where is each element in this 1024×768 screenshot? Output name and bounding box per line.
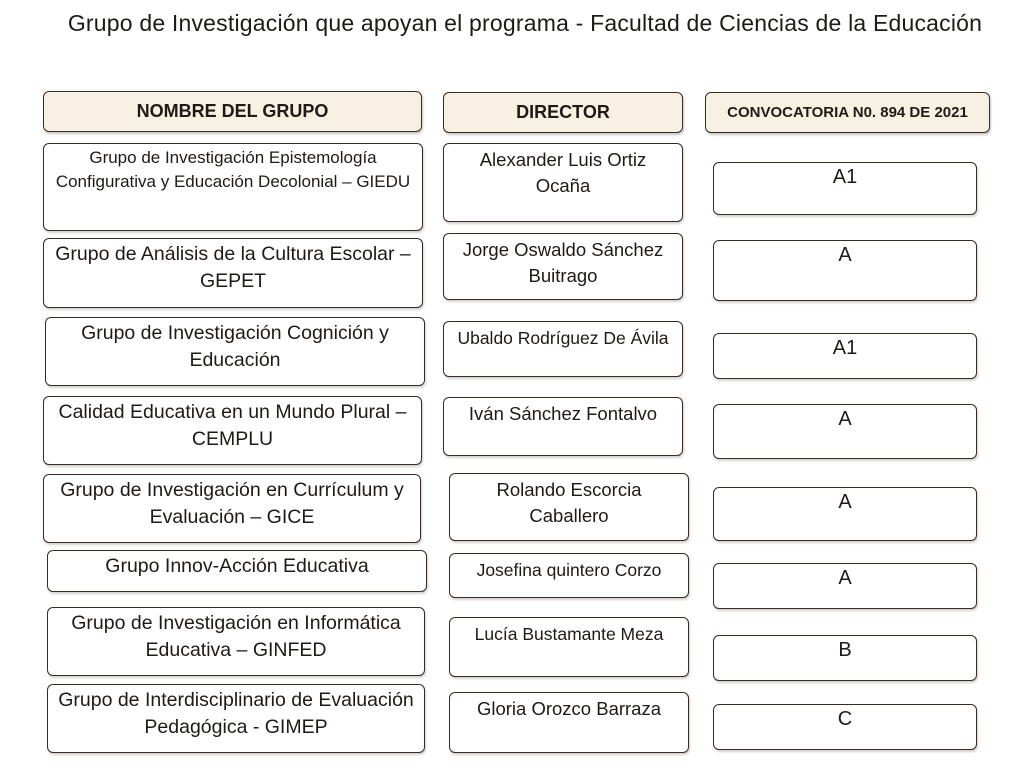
category-value: B [838,639,852,661]
group-name: Grupo de Investigación Epistemología Configurativa y Educación Decolonial – GIEDU [55,148,411,191]
group-name: Grupo Innov-Acción Educativa [105,555,369,577]
category-cell [713,563,977,609]
director-cell [449,617,689,677]
group-cell [43,474,421,543]
header-group-name [43,91,422,132]
category-cell [713,240,977,301]
director-name: Lucía Bustamante Meza [474,624,664,644]
category-cell [713,487,977,541]
category-cell [713,704,977,750]
page-title: Grupo de Investigación que apoyan el programa - Facultad de Ciencias de la Educación [67,10,983,36]
director-name: Rolando Escorcia Caballero [496,479,642,526]
header-director [443,92,683,133]
header-call [705,92,990,133]
director-cell [443,321,683,377]
header-director-label: DIRECTOR [516,102,610,122]
group-cell [43,143,423,231]
category-cell [713,333,977,379]
group-cell [47,550,427,592]
director-name: Josefina quintero Corzo [476,560,662,580]
director-name: Ubaldo Rodríguez De Ávila [457,328,669,348]
director-cell [449,473,689,541]
category-value: A1 [832,166,858,188]
group-name: Grupo de Análisis de la Cultura Escolar – GEPET [55,243,411,292]
category-value: C [837,708,853,730]
group-name: Calidad Educativa en un Mundo Plural – CEMPLU [58,401,407,450]
category-value: A1 [832,337,858,359]
director-name: Alexander Luis Ortiz Ocaña [479,149,647,196]
category-cell [713,162,977,215]
category-cell [713,404,977,459]
group-cell [47,684,425,753]
group-cell [45,317,425,386]
director-name: Iván Sánchez Fontalvo [468,403,658,424]
director-name: Jorge Oswaldo Sánchez Buitrago [462,239,664,286]
category-value: A [838,408,852,430]
director-cell [449,553,689,598]
director-cell [443,143,683,222]
director-cell [443,233,683,300]
director-cell [443,397,683,456]
group-cell [43,396,422,465]
category-value: A [838,567,852,589]
group-cell [47,607,425,676]
group-name: Grupo de Investigación en Informática Educativa – GINFED [71,612,401,661]
group-cell [43,238,423,308]
header-group-name-label: NOMBRE DEL GRUPO [136,101,329,121]
category-value: A [838,491,852,513]
header-call-label: CONVOCATORIA N0. 894 DE 2021 [727,104,968,121]
category-value: A [838,244,852,266]
director-name: Gloria Orozco Barraza [476,698,662,719]
group-name: Grupo de Interdisciplinario de Evaluación Pedagógica - GIMEP [58,689,414,738]
group-name: Grupo de Investigación en Currículum y Evaluación – GICE [60,479,404,528]
category-cell [713,635,977,681]
group-name: Grupo de Investigación Cognición y Educación [81,322,389,371]
director-cell [449,692,689,753]
